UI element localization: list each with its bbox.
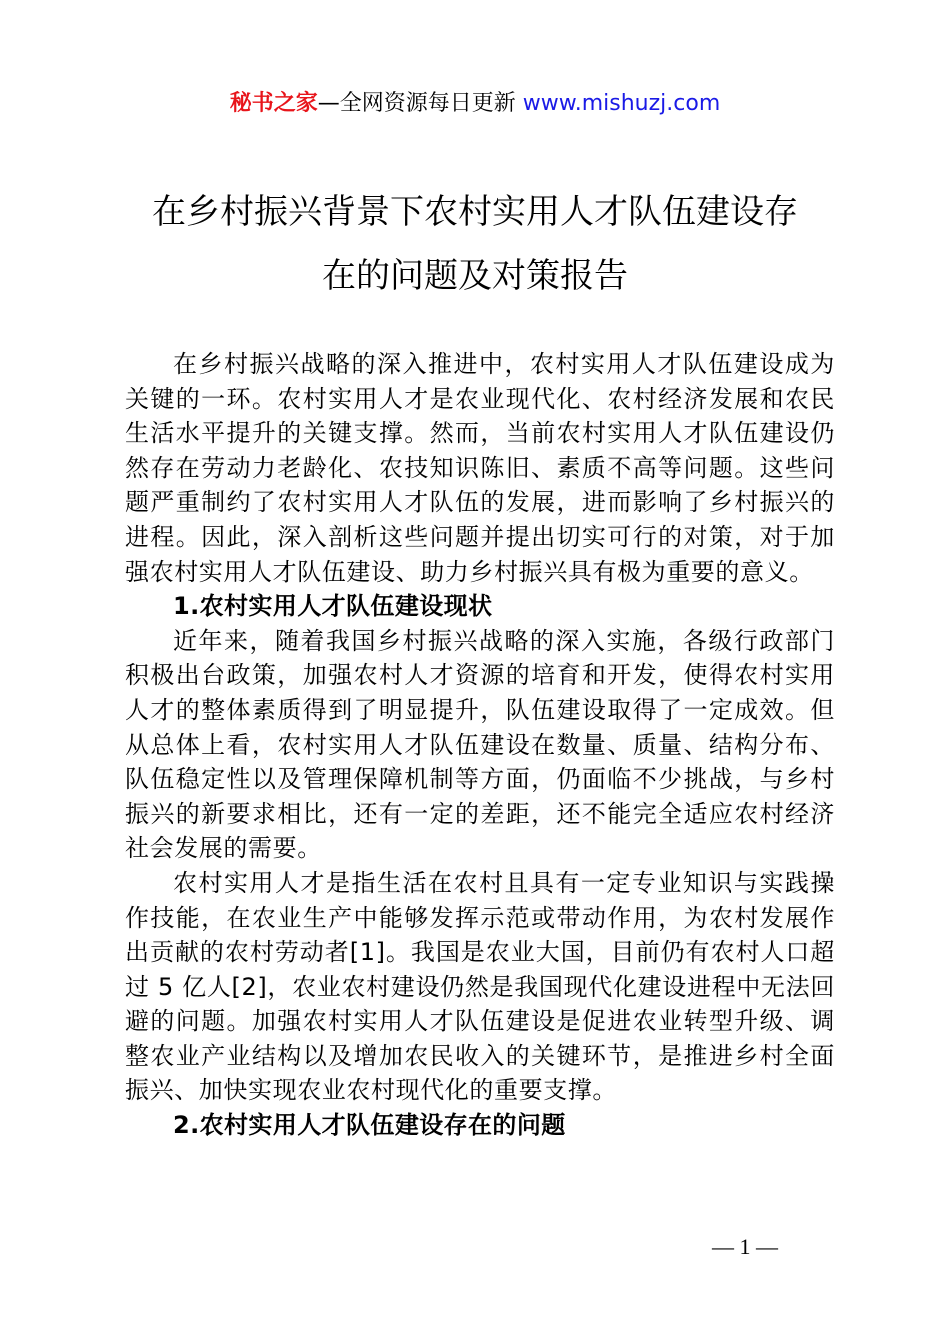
document-body	[125, 347, 835, 1143]
site-header	[0, 88, 950, 120]
section-1-paragraph-2: 农村实用人才是指生活在农村且具有一定专业知识与实践操作技能，在农业生产中能够发挥示范或带动作用，为农村发展作出贡献的农村劳动者[1]。我国是农业大国，目前仍有农村人口超过 5 亿人[2]，农业农村建设仍然是我国现代化建设进程中无法回避的问题。加强农村实用人才队伍建设是促进农业转型升级、调整农业产业结构以及增加农民收入的关键环节，是推进乡村全面振兴、加快实现农业农村现代化的重要支撑。	[125, 868, 835, 1105]
section-2-heading: 2.农村实用人才队伍建设存在的问题	[173, 1111, 566, 1140]
header-tagline: —全网资源每日更新	[317, 91, 523, 116]
title-line-2: 在的问题及对策报告	[322, 256, 628, 296]
document-title	[120, 180, 830, 308]
intro-paragraph: 在乡村振兴战略的深入推进中，农村实用人才队伍建设成为关键的一环。农村实用人才是农业现代化、农村经济发展和农民生活水平提升的关键支撑。然而，当前农村实用人才队伍建设仍然存在劳动力老龄化、农技知识陈旧、素质不高等问题。这些问题严重制约了农村实用人才队伍的发展，进而影响了乡村振兴的进程。因此，深入剖析这些问题并提出切实可行的对策，对于加强农村实用人才队伍建设、助力乡村振兴具有极为重要的意义。	[125, 350, 835, 586]
title-line-1: 在乡村振兴背景下农村实用人才队伍建设存	[152, 192, 798, 232]
brand-name: 秘书之家	[229, 91, 318, 116]
section-1-heading: 1.农村实用人才队伍建设现状	[173, 592, 493, 621]
site-url-link[interactable]: www.mishuzj.com	[522, 91, 721, 116]
section-1-paragraph-1: 近年来，随着我国乡村振兴战略的深入实施，各级行政部门积极出台政策，加强农村人才资源的培育和开发，使得农村实用人才的整体素质得到了明显提升，队伍建设取得了一定成效。但从总体上看，农村实用人才队伍建设在数量、质量、结构分布、队伍稳定性以及管理保障机制等方面，仍面临不少挑战，与乡村振兴的新要求相比，还有一定的差距，还不能完全适应农村经济社会发展的需要。	[125, 626, 835, 863]
page-number: — 1 —	[712, 1234, 778, 1259]
